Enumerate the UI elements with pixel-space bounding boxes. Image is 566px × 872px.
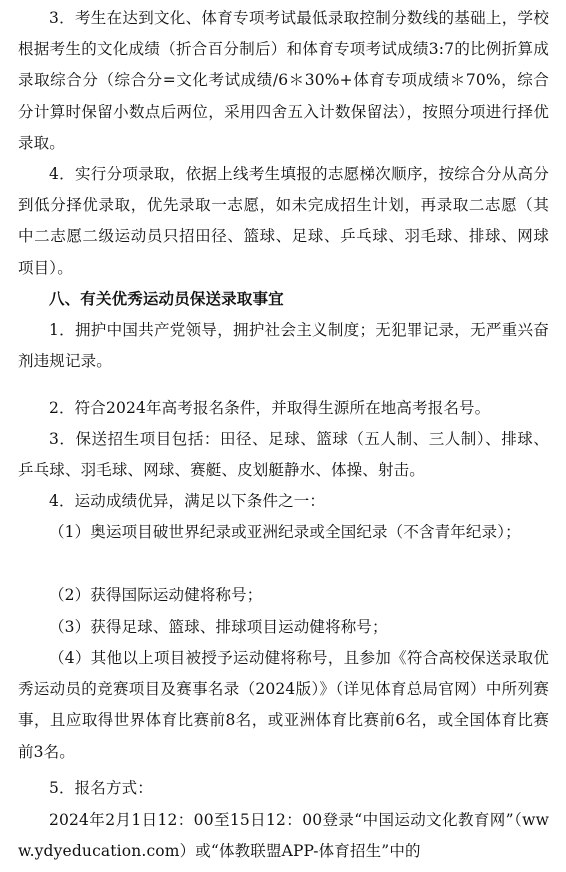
paragraph-registration-method: 5．报名方式：: [49, 779, 153, 797]
paragraph-registration-time: 2024年2月1日12：00至15日12：00登录“中国运动文化教育网”（www.ydyeducation.com）或“体教联盟APP-体育招生”中的: [18, 811, 549, 861]
paragraph-political-requirement: 1．拥护中国共产党领导，拥护社会主义制度；无犯罪记录，无严重兴奋剂违规记录。: [18, 321, 549, 371]
paragraph-condition-3: （3）获得足球、篮球、排球项目运动健将称号；: [49, 618, 388, 636]
paragraph-performance-conditions: 4．运动成绩优异，满足以下条件之一：: [49, 492, 326, 510]
paragraph-condition-1: （1）奥运项目破世界纪录或亚洲纪录或全国纪录（不含青年纪录）；: [49, 523, 521, 541]
paragraph-category-admission: 4．实行分项录取，依据上线考生填报的志愿梯次顺序，按综合分从高分到低分择优录取，优先录取一志愿，如未完成招生计划，再录取二志愿（其中二志愿二级运动员只招田径、篮球、足球、乒乓球、羽毛球、排球、网球项目）。: [18, 165, 549, 277]
paragraph-condition-2: （2）获得国际运动健将称号；: [49, 586, 263, 604]
paragraph-exam-registration: 2．符合2024年高考报名条件，并取得生源所在地高考报名号。: [49, 399, 491, 417]
paragraph-sport-items: 3．保送招生项目包括：田径、足球、篮球（五人制、三人制）、排球、乒乓球、羽毛球、网球、赛艇、皮划艇静水、体操、射击。: [18, 430, 549, 480]
section-heading-athlete-recommendation: 八、有关优秀运动员保送录取事宜: [49, 290, 284, 308]
paragraph-condition-4: （4）其他以上项目被授予运动健将称号，且参加《符合高校保送录取优秀运动员的竞赛项目及赛事名录（2024版）》（详见体育总局官网）中所列赛事，且应取得世界体育比赛前8名，或亚洲体育比赛前6名，或全国体育比赛前3名。: [18, 649, 549, 761]
paragraph-admission-score-rule: 3．考生在达到文化、体育专项考试最低录取控制分数线的基础上，学校根据考生的文化成绩（折合百分制后）和体育专项考试成绩3:7的比例折算成录取综合分（综合分=文化考试成绩/6＊30%+体育专项成绩＊70%，综合分计算时保留小数点后两位，采用四舍五入计数保留法），按照分项进行择优录取。: [18, 9, 549, 152]
